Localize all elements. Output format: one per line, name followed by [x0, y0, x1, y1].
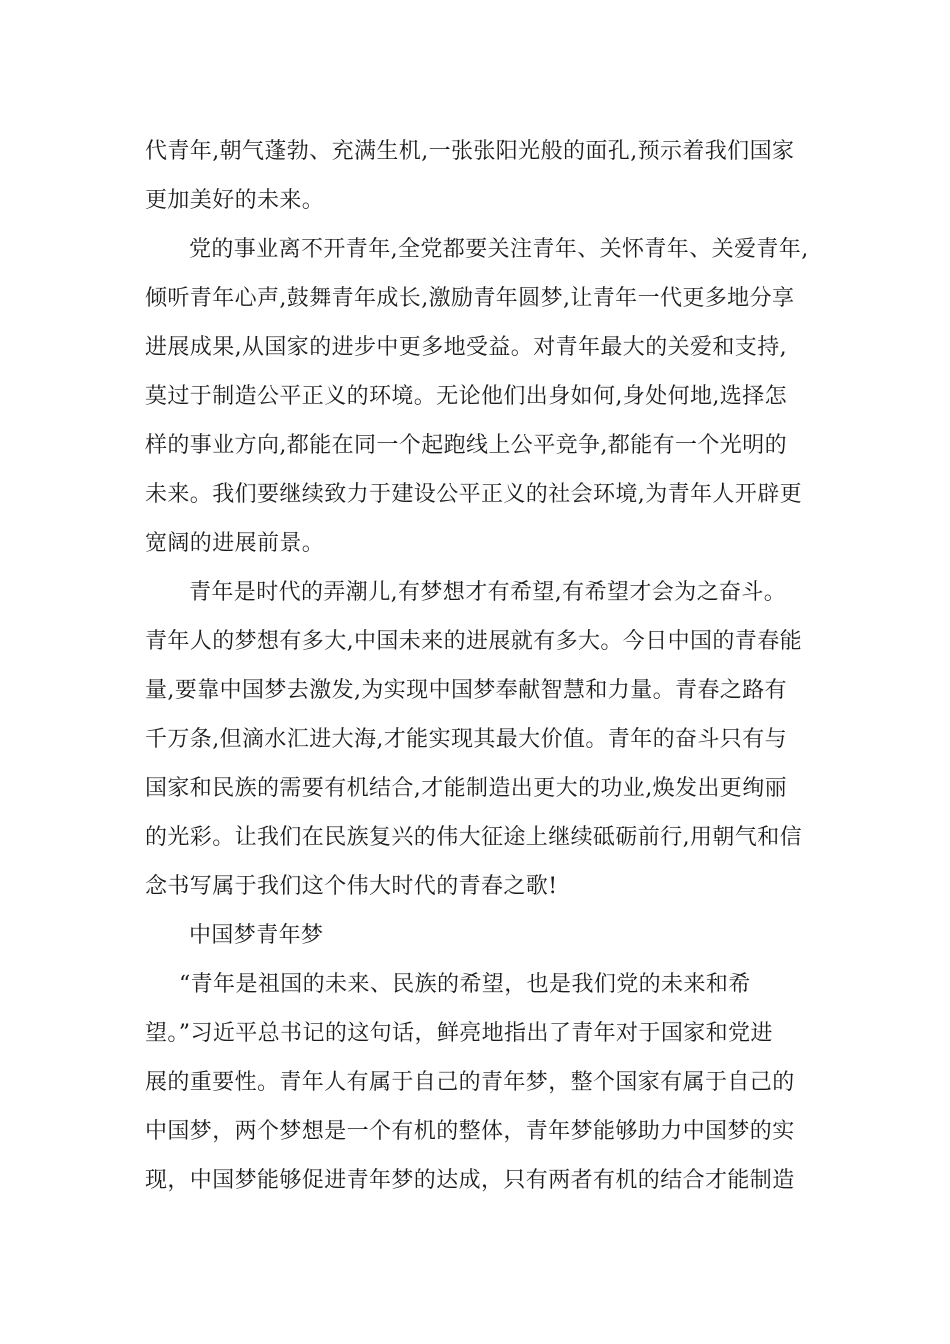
text-line: 倾听青年心声,鼓舞青年成长,激励青年圆梦,让青年一代更多地分享 [145, 286, 795, 311]
text-line: 青年人的梦想有多大,中国未来的进展就有多大。今日中国的青春能 [145, 629, 802, 654]
text-line: 样的事业方向,都能在同一个起跑线上公平竞争,都能有一个光明的 [145, 433, 787, 458]
text-line: 念书写属于我们这个伟大时代的青春之歌! [145, 874, 558, 899]
document-body [145, 127, 815, 1205]
text-line: 现，中国梦能够促进青年梦的达成，只有两者有机的结合才能制造 [145, 1168, 795, 1193]
text-line: 千万条,但滴水汇进大海,才能实现其最大价值。青年的奋斗只有与 [145, 727, 787, 752]
section-heading: 中国梦青年梦 [189, 923, 324, 948]
text-line: 宽阔的进展前景。 [145, 531, 325, 556]
paragraph-start-line: 青年是时代的弄潮儿,有梦想才有希望,有希望才会为之奋斗。 [189, 580, 787, 605]
paragraph-start-line: “青年是祖国的未来、民族的希望，也是我们党的未来和希 [179, 972, 751, 997]
text-line: 进展成果,从国家的进步中更多地受益。对青年最大的关爱和支持, [145, 335, 787, 360]
text-line: 未来。我们要继续致力于建设公平正义的社会环境,为青年人开辟更 [145, 482, 802, 507]
text-line: 莫过于制造公平正义的环境。无论他们出身如何,身处何地,选择怎 [145, 384, 787, 409]
text-line: 的光彩。让我们在民族复兴的伟大征途上继续砥砺前行,用朝气和信 [145, 825, 802, 850]
text-line: 展的重要性。青年人有属于自己的青年梦，整个国家有属于自己的 [145, 1070, 795, 1095]
text-line: 中国梦，两个梦想是一个有机的整体，青年梦能够助力中国梦的实 [145, 1119, 795, 1144]
paragraph-start-line: 党的事业离不开青年,全党都要关注青年、关怀青年、关爱青年, [189, 237, 809, 262]
text-line: 量,要靠中国梦去激发,为实现中国梦奉献智慧和力量。青春之路有 [145, 678, 787, 703]
text-line: 更加美好的未来。 [145, 188, 325, 213]
text-line: 代青年,朝气蓬勃、充满生机,一张张阳光般的面孔,预示着我们国家 [145, 139, 795, 164]
text-line: 国家和民族的需要有机结合,才能制造出更大的功业,焕发出更绚丽 [145, 776, 787, 801]
text-line: 望。”习近平总书记的这句话，鲜亮地指出了青年对于国家和党进 [145, 1021, 773, 1046]
